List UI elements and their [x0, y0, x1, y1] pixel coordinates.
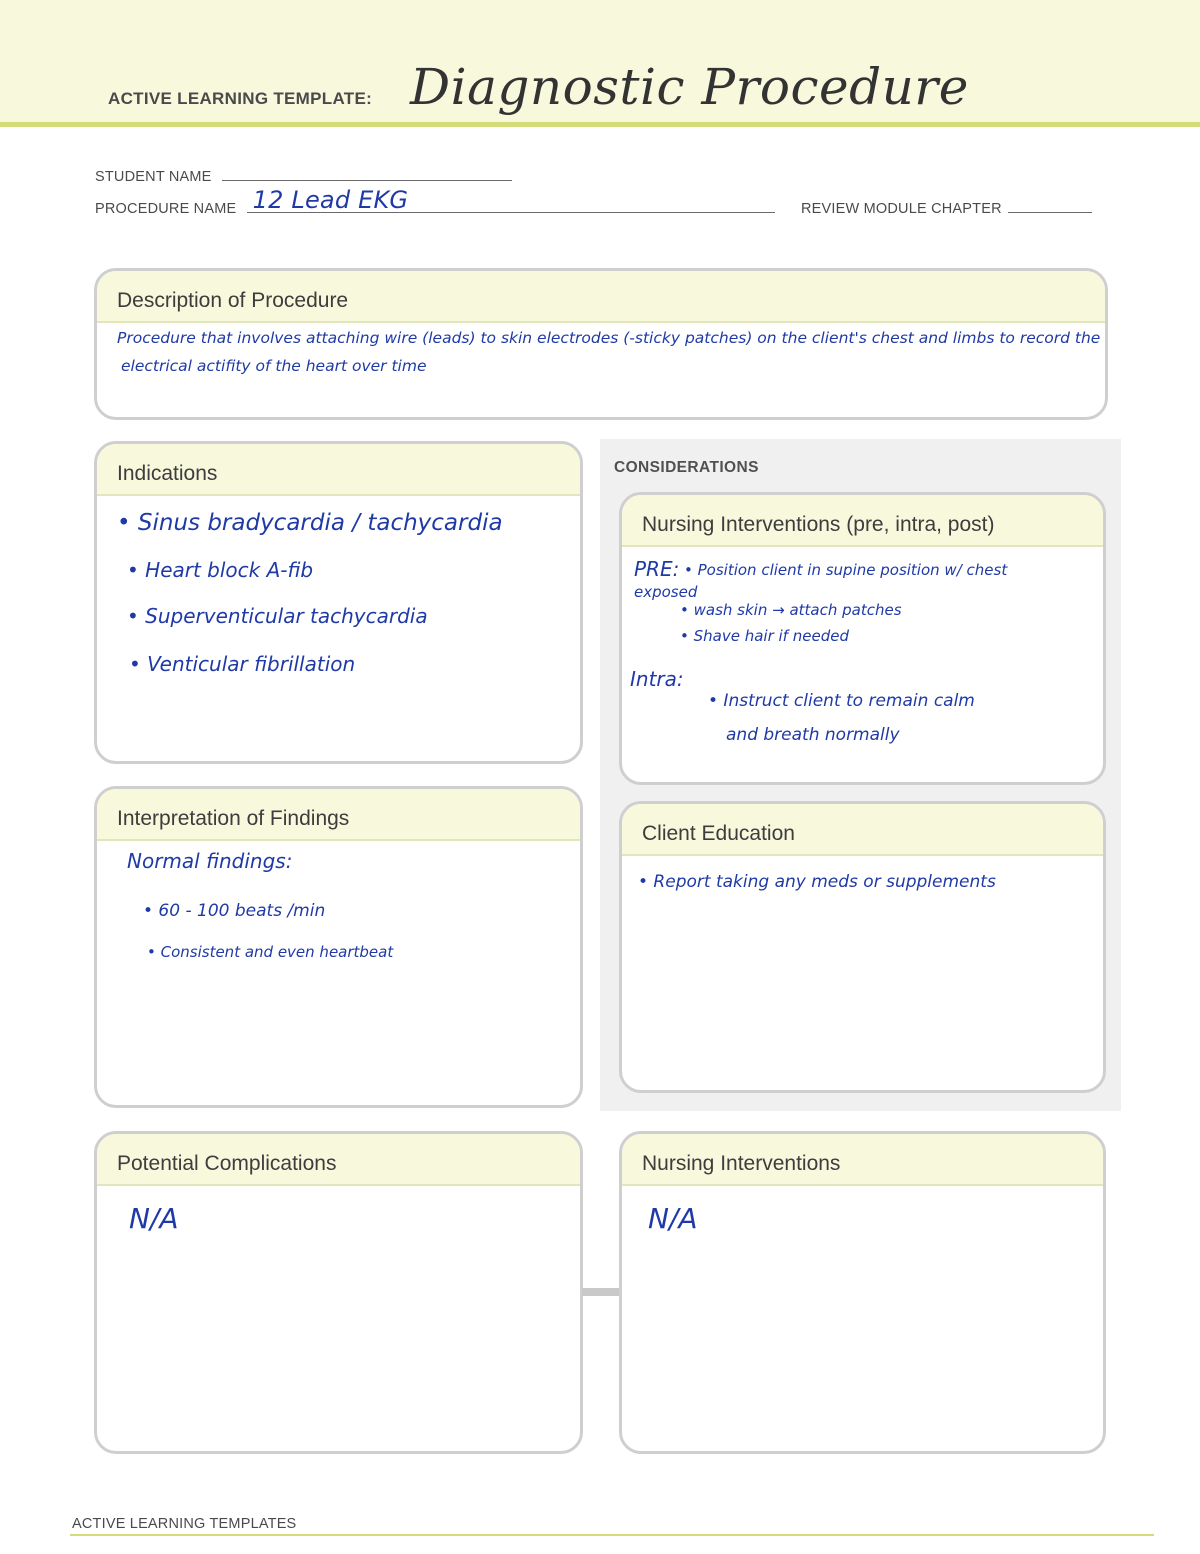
interpretation-title: Interpretation of Findings — [97, 789, 580, 841]
interpretation-heading: Normal findings: — [127, 849, 293, 873]
procedure-name-value: 12 Lead EKG — [252, 186, 409, 214]
client-education-item: • Report taking any meds or supplements — [638, 872, 996, 892]
footer-rule — [70, 1534, 1154, 1536]
potential-complications-title: Potential Complications — [97, 1134, 580, 1186]
template-label: ACTIVE LEARNING TEMPLATE: — [108, 89, 373, 108]
indications-title: Indications — [97, 444, 580, 496]
template-title: Diagnostic Procedure — [410, 58, 969, 116]
considerations-label: CONSIDERATIONS — [614, 459, 759, 476]
indication-item: • Heart block A-fib — [127, 558, 314, 582]
nursing-interventions-bottom-box — [619, 1131, 1106, 1454]
indications-box — [94, 441, 583, 764]
description-line-2: electrical actifity of the heart over time — [121, 357, 427, 375]
intra-line: and breath normally — [726, 725, 900, 745]
procedure-name-field[interactable] — [95, 186, 775, 217]
nursing-interventions-title: Nursing Interventions (pre, intra, post) — [622, 495, 1103, 547]
footer-label: ACTIVE LEARNING TEMPLATES — [72, 1516, 297, 1532]
interpretation-item: • 60 - 100 beats /min — [143, 901, 326, 921]
description-title: Description of Procedure — [97, 271, 1105, 323]
client-education-box — [619, 801, 1106, 1093]
description-line-1: Procedure that involves attaching wire (leads) to skin electrodes (-sticky patches) on the client's chest and limbs to record the — [117, 329, 1101, 347]
potential-complications-value: N/A — [129, 1202, 179, 1235]
procedure-name-label: PROCEDURE NAME — [95, 201, 237, 217]
pre-line: exposed — [634, 583, 698, 601]
interpretation-box — [94, 786, 583, 1108]
intra-label: Intra: — [630, 667, 684, 691]
indication-item: • Venticular fibrillation — [129, 652, 356, 676]
pre-line: • Shave hair if needed — [680, 627, 849, 645]
pre-line: • wash skin → attach patches — [680, 601, 902, 619]
client-education-title: Client Education — [622, 804, 1103, 856]
nursing-interventions-box — [619, 492, 1106, 785]
nursing-interventions-bottom-value: N/A — [648, 1202, 698, 1235]
indication-item: • Superventicular tachycardia — [127, 604, 428, 628]
student-name-field[interactable] — [95, 167, 512, 185]
indication-item: • Sinus bradycardia / tachycardia — [117, 510, 503, 536]
review-module-field[interactable] — [801, 199, 1092, 217]
interpretation-item: • Consistent and even heartbeat — [147, 943, 394, 961]
nursing-interventions-bottom-title: Nursing Interventions — [622, 1134, 1103, 1186]
box-connector — [582, 1288, 620, 1296]
student-name-label: STUDENT NAME — [95, 169, 212, 185]
procedure-name-blank[interactable] — [247, 186, 775, 214]
review-module-label: REVIEW MODULE CHAPTER — [801, 201, 1002, 217]
potential-complications-box — [94, 1131, 583, 1454]
review-module-blank[interactable] — [1008, 199, 1092, 213]
intra-line: • Instruct client to remain calm — [708, 691, 975, 711]
pre-label: PRE: — [634, 557, 680, 581]
pre-line: • Position client in supine position w/ chest — [684, 561, 1008, 579]
header-rule — [0, 122, 1200, 127]
student-name-blank[interactable] — [222, 167, 512, 181]
description-box — [94, 268, 1108, 420]
